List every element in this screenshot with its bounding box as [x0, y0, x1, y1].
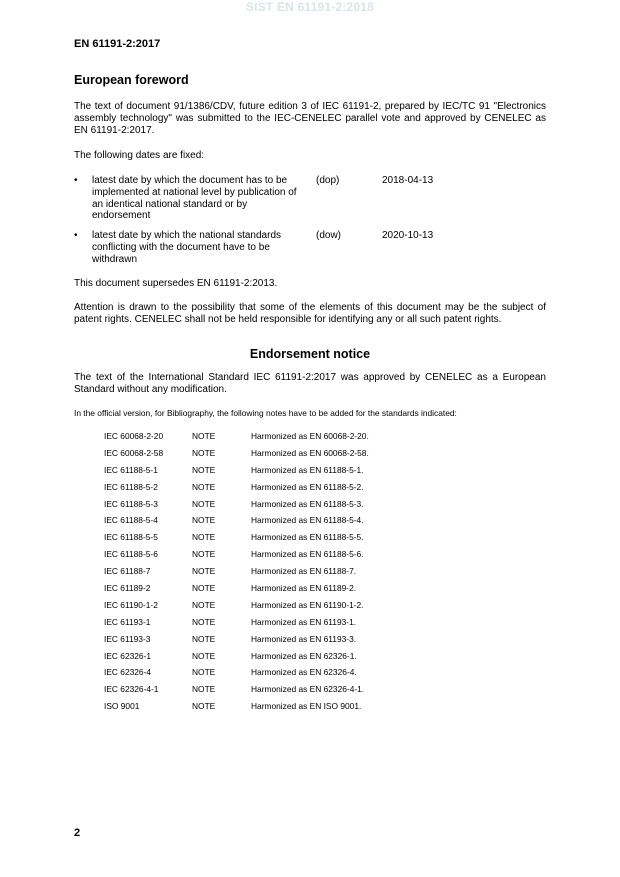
document-id: EN 61191-2:2017 [74, 38, 161, 50]
note-text: Harmonized as EN 60068-2-20. [251, 431, 369, 441]
watermark: SIST EN 61191-2:2018 [245, 0, 375, 14]
note-text: Harmonized as EN 60068-2-58. [251, 447, 369, 458]
note-label: NOTE [192, 515, 216, 526]
note-label: NOTE [192, 684, 216, 695]
note-text: Harmonized as EN 61188-5-6. [251, 549, 364, 560]
note-label: NOTE [192, 549, 216, 560]
note-text: Harmonized as EN 61188-5-4. [251, 515, 364, 526]
note-text: Harmonized as EN 62326-4-1. [251, 684, 365, 695]
note-label: NOTE [192, 633, 216, 644]
patent-attention: Attention is drawn to the possibility that some of the elements of this document may be the subject of patent rights. CENELEC shall not be held responsible for identifying any or all such patent rights. [74, 302, 546, 325]
bullet-icon: • [74, 230, 78, 241]
note-text: Harmonized as EN 62326-1. [251, 650, 357, 661]
note-standard: IEC 61188-5-1 [104, 464, 158, 475]
note-text: Harmonized as EN 62326-4. [251, 667, 357, 678]
date-item-text: latest date by which the document has to be implemented at national level by publication of an identical national standard or by endorsement [92, 175, 297, 222]
note-text: Harmonized as EN 61188-5-1. [251, 464, 364, 475]
note-standard: IEC 61189-2 [104, 583, 151, 594]
date-item-abbr: (dop) [316, 175, 340, 186]
note-standard: IEC 60068-2-58 [104, 447, 164, 458]
note-text: Harmonized as EN 61193-1. [251, 616, 357, 627]
note-label: NOTE [192, 532, 216, 543]
note-label: NOTE [192, 566, 216, 577]
note-label: NOTE [192, 464, 216, 475]
note-label: NOTE [192, 431, 216, 441]
note-standard: IEC 61188-5-3 [104, 498, 158, 509]
bullet-icon: • [74, 175, 78, 186]
note-standard: IEC 62326-1 [104, 650, 152, 661]
note-label: NOTE [192, 498, 216, 509]
note-standard: IEC 61188-5-6 [104, 549, 158, 560]
note-standard: ISO 9001 [104, 701, 140, 712]
date-item-date: 2020-10-13 [382, 230, 434, 241]
page-number: 2 [74, 827, 81, 839]
note-text: Harmonized as EN 61188-7. [251, 566, 357, 577]
note-label: NOTE [192, 481, 216, 492]
note-text: Harmonized as EN 61188-5-5. [251, 532, 364, 543]
note-standard: IEC 61188-7 [104, 566, 151, 577]
note-standard: IEC 62326-4 [104, 667, 152, 678]
note-standard: IEC 61188-5-4 [104, 515, 158, 526]
note-label: NOTE [192, 447, 216, 458]
note-label: NOTE [192, 701, 216, 712]
note-text: Harmonized as EN 61189-2. [251, 583, 357, 594]
note-text: Harmonized as EN 61190-1-2. [251, 599, 364, 610]
foreword-heading: European foreword [74, 73, 189, 87]
note-standard: IEC 61188-5-5 [104, 532, 158, 543]
note-standard: IEC 61188-5-2 [104, 481, 158, 492]
note-standard: IEC 62326-4-1 [104, 684, 159, 695]
date-item-text: latest date by which the national standards conflicting with the document have to be withdrawn [92, 230, 282, 265]
note-label: NOTE [192, 667, 216, 678]
note-standard: IEC 61190-1-2 [104, 599, 158, 610]
note-label: NOTE [192, 599, 216, 610]
note-label: NOTE [192, 583, 216, 594]
note-text: Harmonized as EN 61188-5-2. [251, 481, 364, 492]
date-item-date: 2018-04-13 [382, 175, 434, 186]
bibliography-intro: In the official version, for Bibliography, the following notes have to be added for the standards indicated: [74, 408, 457, 418]
foreword-paragraph: The text of document 91/1386/CDV, future edition 3 of IEC 61191-2, prepared by IEC/TC 91 "Electronics assembly technology" was submitted to the IEC-CENELEC parallel vote and approved by CENELEC as EN 61191-2:2017. [74, 101, 546, 136]
note-standard: IEC 60068-2-20 [104, 431, 164, 441]
date-item-abbr: (dow) [316, 230, 342, 241]
note-label: NOTE [192, 616, 216, 627]
endorsement-heading: Endorsement notice [249, 347, 371, 361]
note-text: Harmonized as EN 61188-5-3. [251, 498, 364, 509]
dates-intro: The following dates are fixed: [74, 150, 205, 161]
note-standard: IEC 61193-3 [104, 633, 151, 644]
note-text: Harmonized as EN ISO 9001. [251, 701, 362, 712]
endorsement-text: The text of the International Standard IEC 61191-2:2017 was approved by CENELEC as a European Standard without any modification. [74, 372, 546, 395]
note-label: NOTE [192, 650, 216, 661]
note-text: Harmonized as EN 61193-3. [251, 633, 357, 644]
supersedes-note: This document supersedes EN 61191-2:2013. [74, 278, 278, 289]
note-standard: IEC 61193-1 [104, 616, 151, 627]
